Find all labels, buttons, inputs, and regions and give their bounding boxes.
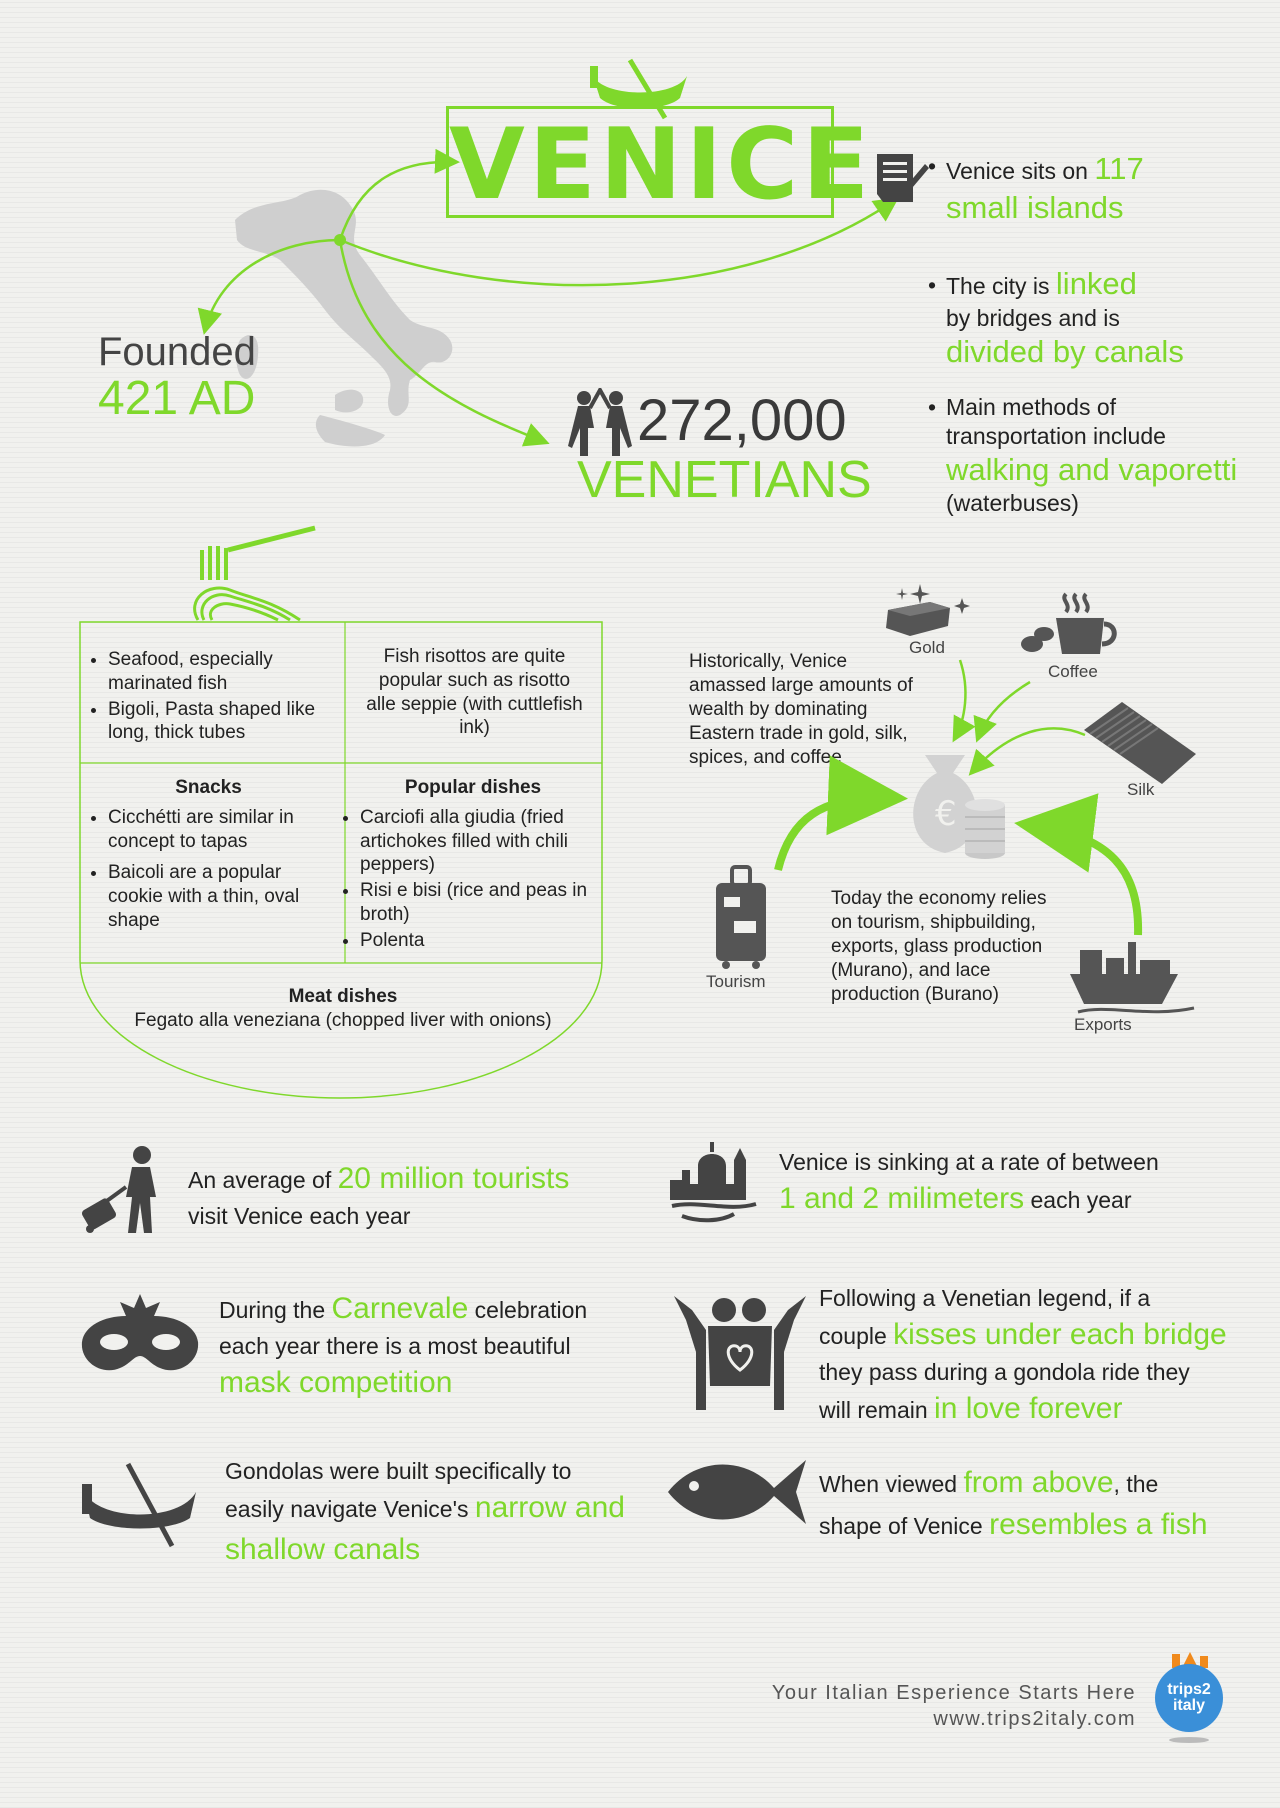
fact-bridges: • The city is linked by bridges and is divided by canals (928, 266, 1184, 369)
fish-hl2: resembles a fish (989, 1508, 1208, 1541)
carnevale-hl2: mask competition (219, 1366, 453, 1400)
sinking-hl: 1 and 2 milimeters (779, 1182, 1025, 1216)
gold-label: Gold (909, 638, 945, 657)
fact-islands: • Venice sits on 117 small islands (928, 151, 1144, 225)
gondolas-fact (225, 1455, 625, 1571)
food-item: • Seafood, especially marinated fish (108, 648, 321, 696)
fact-bridges-pre: The city is (946, 273, 1050, 299)
fact-islands-pre: Venice sits on (946, 158, 1088, 184)
food-cell-seafood (86, 648, 321, 747)
food-cell-meat (98, 985, 588, 1033)
snacks-heading: Snacks (175, 777, 242, 798)
carnevale-mid1: celebration (474, 1297, 588, 1323)
fish-hl1: from above (963, 1466, 1114, 1499)
gondolas-hl1: narrow and (474, 1491, 625, 1525)
title-box (446, 106, 874, 222)
pasta-fork-icon (190, 520, 330, 625)
couple-icon (672, 1290, 808, 1415)
logo-line2: italy (1172, 1697, 1205, 1714)
notepad-icon (873, 150, 929, 210)
skyline-icon (668, 1140, 760, 1230)
legend-mid1: couple (819, 1323, 887, 1350)
silk-label: Silk (1127, 780, 1155, 799)
footer-url[interactable]: www.trips2italy.com (933, 1708, 1136, 1730)
snack-item: • Cicchétti are similar in concept to tapas (108, 806, 331, 854)
gondolas-hl2: shallow canals (225, 1533, 421, 1567)
tourists-pre: An average of (188, 1167, 332, 1193)
sinking-fact (779, 1146, 1249, 1220)
gondolas-mid: easily navigate Venice's (225, 1496, 469, 1523)
tourists-hl: 20 million tourists (337, 1162, 570, 1195)
fact-transport-pre: Main methods of (946, 394, 1117, 420)
food-cell-snacks (86, 776, 331, 935)
page-title: VENICE (449, 108, 874, 222)
fact-transport: • Main methods of transportation include walking and vaporetti (waterbuses) (928, 394, 1238, 517)
meat-text: Fegato alla veneziana (chopped liver with onions) (134, 1009, 552, 1031)
food-cell-popular (342, 776, 604, 954)
people-icon (566, 388, 634, 458)
food-item: • Bigoli, Pasta shaped like long, thick tubes (108, 698, 321, 746)
exports-label: Exports (1074, 1015, 1132, 1034)
founded-block (98, 330, 256, 424)
fact-transport-post: (waterbuses) (946, 490, 1079, 517)
carnevale-pre: During the (219, 1297, 326, 1323)
population-label: VENETIANS (577, 451, 872, 509)
coffee-label: Coffee (1048, 662, 1098, 681)
fish-fact (819, 1462, 1239, 1546)
fact-bridges-mid: by bridges and is (946, 304, 1120, 331)
sinking-post: each year (1030, 1187, 1132, 1214)
sinking-pre: Venice is sinking at a rate of between (779, 1149, 1159, 1175)
economy-today: Today the economy relies on tourism, shipbuilding, exports, glass production (Murano), and lace production (Burano) (831, 888, 1047, 1005)
founded-label: Founded (98, 330, 256, 374)
tourists-fact (188, 1158, 628, 1232)
ship-icon (1068, 920, 1198, 1015)
legend-mid3: will remain (819, 1397, 928, 1424)
legend-hl2: in love forever (934, 1392, 1123, 1426)
fish-icon (666, 1452, 810, 1532)
fish-mid2: shape of Venice (819, 1513, 983, 1539)
fish-pre: When viewed (819, 1471, 958, 1497)
gondolas-pre: Gondolas were built specifically to (225, 1458, 572, 1484)
popular-item: • Polenta (360, 929, 604, 953)
svg-text:€: € (935, 794, 957, 834)
founded-year: 421 AD (98, 372, 256, 425)
suitcase-icon (712, 865, 770, 970)
snack-item: • Baicoli are a popular cookie with a thin, oval shape (108, 861, 331, 932)
food-cell-risotto: Fish risottos are quite popular such as risotto alle seppie (with cuttlefish ink) (366, 646, 583, 739)
meat-heading: Meat dishes (288, 986, 398, 1007)
gondola-bottom-icon (80, 1462, 200, 1552)
fact-bridges-hl2: divided by canals (946, 333, 1184, 369)
popular-item: • Carciofi alla giudia (fried artichokes filled with chili peppers) (360, 806, 604, 877)
population-number: 272,000 (637, 388, 847, 453)
legend-pre: Following a Venetian legend, if a (819, 1285, 1151, 1311)
carnevale-fact (219, 1288, 639, 1404)
legend-fact (819, 1282, 1259, 1430)
popular-item: • Risi e bisi (rice and peas in broth) (360, 879, 604, 927)
fact-islands-hl2: small islands (946, 189, 1124, 225)
footer-text (700, 1680, 1136, 1732)
tourists-post: visit Venice each year (188, 1203, 411, 1229)
economy-history: Historically, Venice amassed large amounts of wealth by dominating Eastern trade in gold, silk, spices, and coffee (689, 651, 913, 768)
fact-transport-mid: transportation include (946, 422, 1166, 449)
logo-line1: trips2 (1167, 1681, 1211, 1698)
footer-tagline: Your Italian Esperience Starts Here (771, 1682, 1136, 1704)
mask-icon (80, 1292, 200, 1382)
carnevale-mid2: each year there is a most beautiful (219, 1333, 571, 1359)
fish-mid: , the (1113, 1471, 1159, 1497)
popular-heading: Popular dishes (404, 777, 542, 798)
fact-transport-hl1: walking and vaporetti (946, 451, 1238, 487)
legend-hl1: kisses under each bridge (893, 1318, 1227, 1352)
legend-mid2: they pass during a gondola ride they (819, 1359, 1190, 1386)
carnevale-hl1: Carnevale (331, 1292, 469, 1325)
fact-bridges-hl1: linked (1055, 266, 1137, 301)
tourist-icon (80, 1145, 165, 1235)
tourism-label: Tourism (706, 972, 766, 991)
fact-islands-hl1: 117 (1094, 151, 1144, 186)
brand-logo[interactable] (1152, 1648, 1226, 1744)
